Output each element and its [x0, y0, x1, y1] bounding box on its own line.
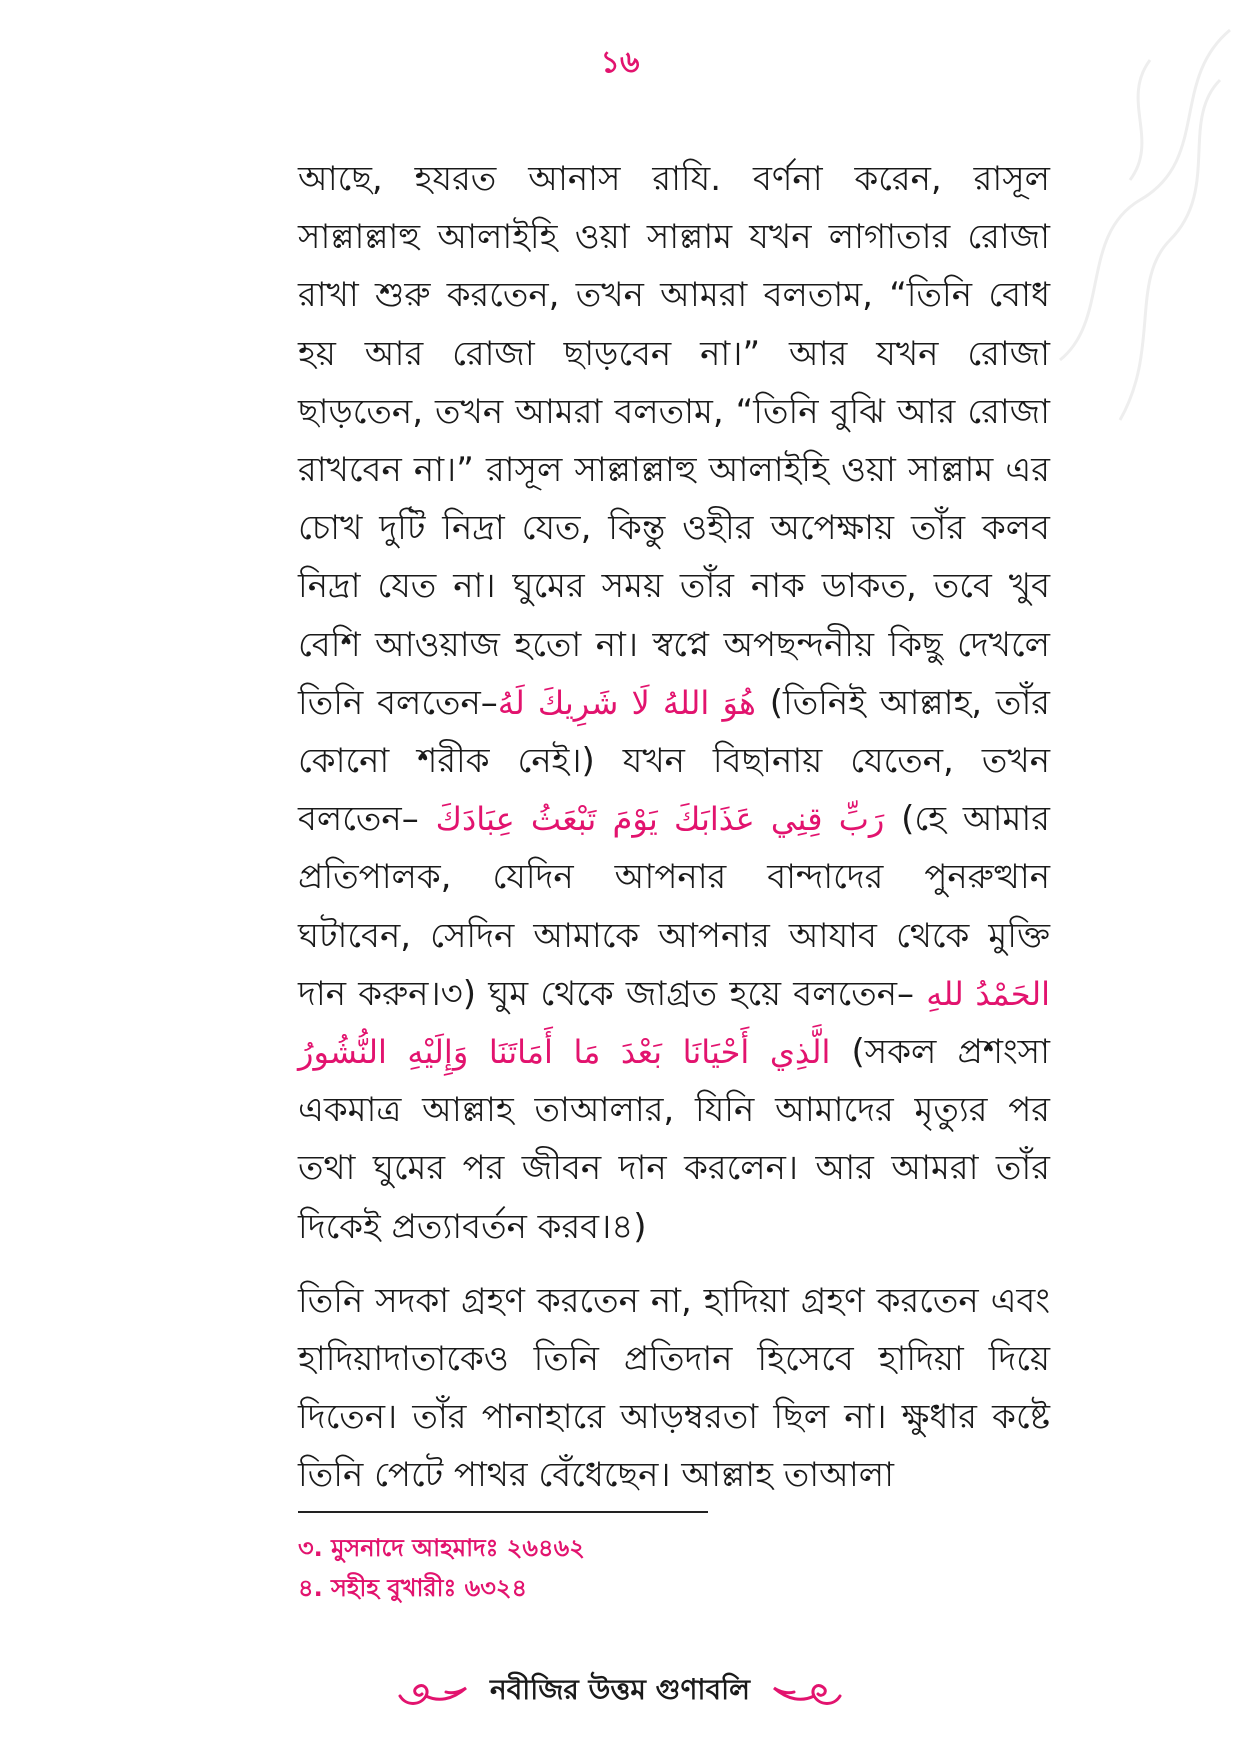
- footnotes: [298, 1528, 998, 1608]
- page-number: ১৬: [600, 45, 640, 80]
- paragraph-1-text-b: (তিনিই আল্লাহ, তাঁর কোনো শরীক নেই।) যখন বিছানায় যেতেন, তখন বলতেন–: [298, 682, 1051, 840]
- ornament-right-icon: [764, 1672, 844, 1712]
- footer-book-title: নবীজির উত্তম গুণাবলি: [490, 1673, 750, 1706]
- footnote-divider: [298, 1511, 708, 1513]
- page-footer: [0, 1668, 1240, 1715]
- arabic-phrase-waking-dua: الحَمْدُ للهِ الَّذِي أَحْيَانَا بَعْدَ مَا أَمَاتَنَا وَإِلَيْهِ النُّشُورُ: [298, 974, 1051, 1072]
- arabic-phrase-tawhid: هُوَ اللهُ لَا شَرِيكَ لَهُ: [497, 683, 756, 722]
- footnote-3: ৩. মুসনাদে আহমাদঃ ২৬৪৬২: [298, 1534, 585, 1562]
- ornament-left-icon: [396, 1672, 476, 1712]
- paragraph-1-text-a: আছে, হযরত আনাস রাযি. বর্ণনা করেন, রাসূল সাল্লাল্লাহু আলাইহি ওয়া সাল্লাম যখন লাগাতার রোজা রাখা শুরু করতেন, তখন আমরা বলতাম, “তিনি বোধ হয় আর রোজা ছাড়বেন না।” আর যখন রোজা ছাড়তেন, তখন আমরা বলতাম, “তিনি বুঝি আর রোজা রাখবেন না।” রাসূল সাল্লাল্লাহু আলাইহি ওয়া সাল্লাম এর চোখ দুটি নিদ্রা যেত, কিন্তু ওহীর অপেক্ষায় তাঁর কলব নিদ্রা যেত না। ঘুমের সময় তাঁর নাক ডাকত, তবে খুব বেশি আওয়াজ হতো না। স্বপ্নে অপছন্দনীয় কিছু দেখলে তিনি বলতেন–: [298, 159, 1050, 723]
- paragraph-2: তিনি সদকা গ্রহণ করতেন না, হাদিয়া গ্রহণ করতেন এবং হাদিয়াদাতাকেও তিনি প্রতিদান হিসেবে হাদিয়া দিয়ে দিতেন। তাঁর পানাহারে আড়ম্বরতা ছিল না। ক্ষুধার কষ্টে তিনি পেটে পাথর বেঁধেছেন। আল্লাহ তাআলা: [298, 1280, 1050, 1496]
- paragraph-1: [298, 150, 1050, 1256]
- paragraph-1-text-d: (সকল প্রশংসা একমাত্র আল্লাহ তাআলার, যিনি আমাদের মৃত্যুর পর তথা ঘুমের পর জীবন দান করলেন। আর আমরা তাঁর দিকেই প্রত্যাবর্তন করব।৪): [298, 1032, 1050, 1247]
- footnote-4: ৪. সহীহ বুখারীঃ ৬৩২৪: [298, 1574, 528, 1602]
- paragraph-1-text-c: (হে আমার প্রতিপালক, যেদিন আপনার বান্দাদের পুনরুত্থান ঘটাবেন, সেদিন আমাকে আপনার আযাব থেকে মুক্তি দান করুন।৩) ঘুম থেকে জাগ্রত হয়ে বলতেন–: [298, 799, 1050, 1014]
- page-body: [298, 150, 1050, 1505]
- arabic-phrase-sleep-dua: رَبِّ قِنِي عَذَابَكَ يَوْمَ تَبْعَثُ عِبَادَكَ: [435, 800, 885, 839]
